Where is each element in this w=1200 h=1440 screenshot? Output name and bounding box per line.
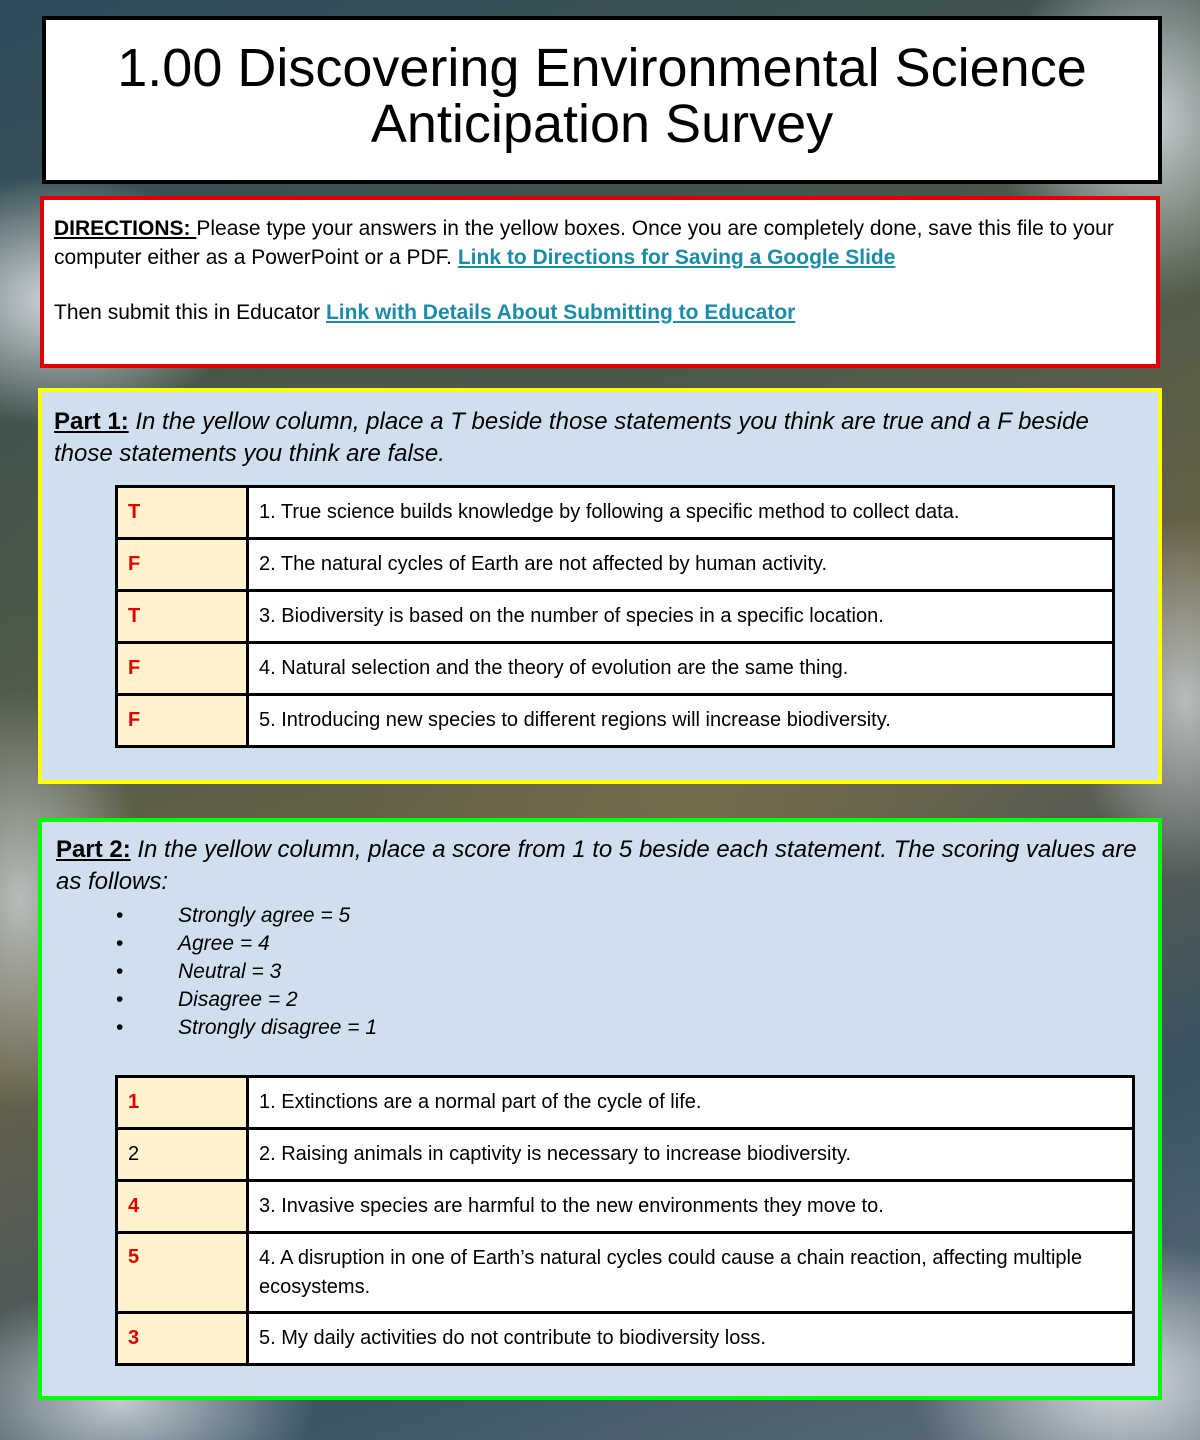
answer-cell[interactable]: F — [117, 695, 248, 747]
saving-directions-link[interactable]: Link to Directions for Saving a Google Slide — [457, 246, 896, 269]
directions-box — [40, 196, 1160, 368]
table-row — [117, 591, 1114, 643]
table-row — [117, 1129, 1134, 1181]
title-box — [42, 16, 1162, 184]
part1-label: Part 1: — [54, 408, 129, 435]
statement-cell: 3. Biodiversity is based on the number of species in a specific location. — [248, 591, 1114, 643]
answer-cell[interactable]: F — [117, 539, 248, 591]
answer-cell[interactable]: 1 — [117, 1077, 248, 1129]
part2-instruction: In the yellow column, place a score from 1 to 5 beside each statement. The scoring values are as follows: — [56, 836, 1137, 895]
table-row — [117, 1233, 1134, 1313]
table-row — [117, 1181, 1134, 1233]
answer-cell[interactable]: F — [117, 643, 248, 695]
table-row — [117, 1313, 1134, 1365]
answer-cell[interactable]: 5 — [117, 1233, 248, 1313]
list-item: • Strongly disagree = 1 — [116, 1014, 377, 1042]
statement-cell: 5. My daily activities do not contribute to biodiversity loss. — [248, 1313, 1134, 1365]
table-row — [117, 539, 1114, 591]
list-item: • Neutral = 3 — [116, 958, 377, 986]
part2-label: Part 2: — [56, 836, 131, 863]
submit-text: Then submit this in Educator — [54, 301, 326, 324]
directions-text: Please type your answers in the yellow boxes. Once you are completely done, save this file to your computer either as a PowerPoint or a PDF. — [54, 217, 1114, 269]
answer-cell[interactable]: T — [117, 487, 248, 539]
statement-cell: 1. Extinctions are a normal part of the cycle of life. — [248, 1077, 1134, 1129]
answer-cell[interactable]: 3 — [117, 1313, 248, 1365]
list-item: • Disagree = 2 — [116, 986, 377, 1014]
part1-heading — [54, 406, 1144, 470]
answer-cell[interactable]: T — [117, 591, 248, 643]
title-line-1: 1.00 Discovering Environmental Science — [117, 38, 1087, 98]
statement-cell: 1. True science builds knowledge by following a specific method to collect data. — [248, 487, 1114, 539]
statement-cell: 4. A disruption in one of Earth’s natural cycles could cause a chain reaction, affecting multiple ecosystems. — [248, 1233, 1134, 1313]
scoring-scale-list — [116, 902, 377, 1042]
part1-table — [115, 485, 1115, 748]
part2-table — [115, 1075, 1135, 1366]
statement-cell: 3. Invasive species are harmful to the new environments they move to. — [248, 1181, 1134, 1233]
answer-cell[interactable]: 2 — [117, 1129, 248, 1181]
list-item: • Strongly agree = 5 — [116, 902, 377, 930]
answer-cell[interactable]: 4 — [117, 1181, 248, 1233]
table-row — [117, 487, 1114, 539]
part2-heading — [56, 834, 1146, 898]
statement-cell: 4. Natural selection and the theory of evolution are the same thing. — [248, 643, 1114, 695]
statement-cell: 5. Introducing new species to different regions will increase biodiversity. — [248, 695, 1114, 747]
directions-paragraph — [54, 214, 1146, 272]
part2-panel — [38, 818, 1162, 1400]
directions-label: DIRECTIONS: — [54, 217, 197, 240]
part1-panel — [38, 388, 1162, 784]
submit-paragraph — [54, 298, 1146, 327]
statement-cell: 2. The natural cycles of Earth are not affected by human activity. — [248, 539, 1114, 591]
table-row — [117, 695, 1114, 747]
title-line-2: Anticipation Survey — [370, 94, 834, 154]
table-row — [117, 1077, 1134, 1129]
statement-cell: 2. Raising animals in captivity is necessary to increase biodiversity. — [248, 1129, 1134, 1181]
educator-details-link[interactable]: Link with Details About Submitting to Educator — [325, 301, 796, 324]
list-item: • Agree = 4 — [116, 930, 377, 958]
table-row — [117, 643, 1114, 695]
part1-instruction: In the yellow column, place a T beside those statements you think are true and a F beside those statements you think are false. — [54, 408, 1089, 467]
